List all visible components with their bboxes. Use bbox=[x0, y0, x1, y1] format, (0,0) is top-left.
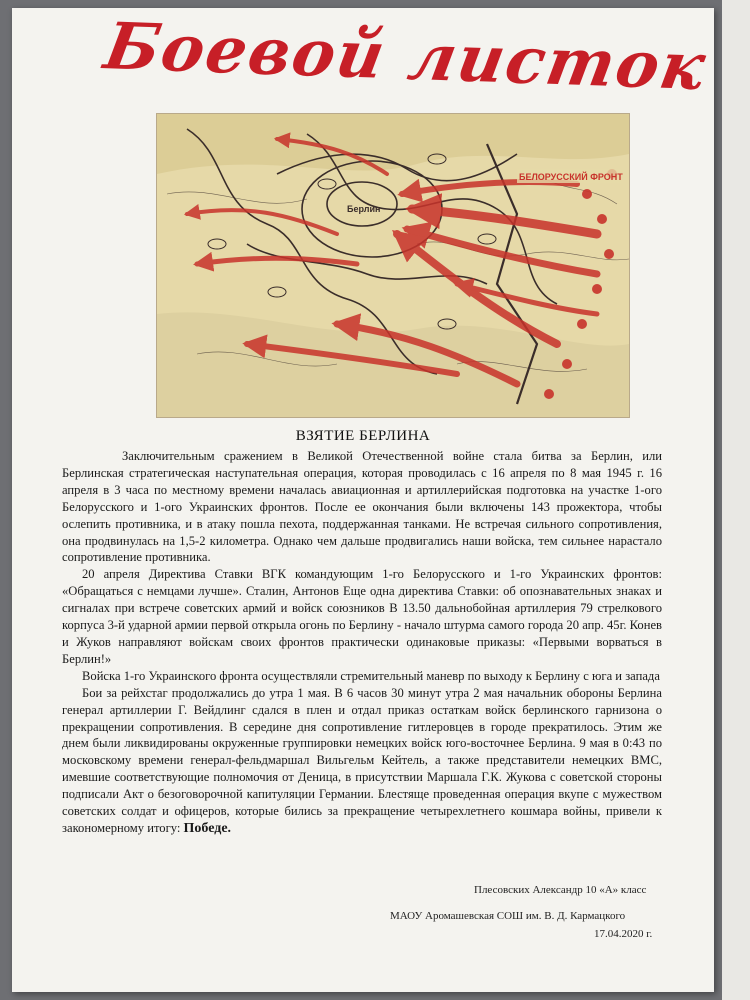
article-paragraph-4-text: Бои за рейхстаг продолжались до утра 1 мая. В 6 часов 30 минут утра 2 мая начальник обороны Берлина генерал артиллерии Г. Вейдлинг сдался в плен и отдал приказ остаткам войск берлинского гарнизона о прекращении сопротивления. В середине дня сопротивление гитлеровцев в городе прекратилось. Этим же днем были ликвидированы окруженные группировки немецких войск юго-восточнее Берлина. 9 мая в 0:43 по московскому времени генерал-фельдмаршал Вильгельм Кейтель, а также представители немецких ВМС, имевшие соответствующие полномочия от Деница, в присутствии Маршала Г.К. Жукова с советской стороны подписали Акт о безоговорочной капитуляции Германии. Блестяще проведенная операция вкупе с мужеством советских солдат и офицеров, которые бились за прекращение четырехлетнего кошмара войны, привели к закономерному итогу: bbox=[62, 685, 662, 835]
victory-word: Победе. bbox=[183, 820, 232, 836]
article-title: ВЗЯТИЕ БЕРЛИНА bbox=[295, 428, 431, 444]
battle-map-drawing bbox=[157, 114, 629, 417]
map-label-berlin: Берлин bbox=[347, 204, 381, 214]
signature-author: Плесовских Александр 10 «А» класс bbox=[474, 884, 647, 896]
adjacent-page-strip bbox=[722, 0, 750, 1000]
article-paragraph-3: Войска 1-го Украинского фронта осуществляли стремительный маневр по выходу к Берлину с юга и запада bbox=[82, 668, 660, 683]
signature-school: МАОУ Аромашевская СОШ им. В. Д. Кармацкого bbox=[390, 910, 626, 922]
article-paragraph-2: 20 апреля Директива Ставки ВГК командующим 1-го Белорусского и 1-го Украинских фронтов: «Обращаться с немцами лучше». Сталин, Антонов Еще одна директива Ставки: об опознавательных знаках и сигналах при встрече советских армий и войск союзников В 13.50 дальнобойная артиллерия 79 стрелкового корпуса 3-й ударной армии первой открыла огонь по Берлину - начало штурма самого города 20 апр. 45г. Конев и Жуков направляют войскам своих фронтов практически одинаковые приказы: «Первыми ворваться в Берлин!» bbox=[62, 567, 662, 666]
map-label-front: БЕЛОРУССКИЙ ФРОНТ bbox=[519, 172, 623, 182]
article-paragraph-4 bbox=[62, 685, 662, 838]
newsletter-page bbox=[12, 8, 714, 992]
signature-date: 17.04.2020 г. bbox=[594, 928, 653, 940]
masthead-title: Боевой листок bbox=[99, 9, 713, 106]
article-paragraph-1: Заключительным сражением в Великой Отечественной войне стала битва за Берлин, или Берлинская стратегическая наступательная операция, которая проводилась с 16 апреля по 8 мая 1945 г. 16 апреля в 3 часа по местному времени началась авиационная и артиллерийская подготовка на участке 1-ого Белорусского и 1-ого Украинских фронтов. После ее окончания были включены 143 прожектора, чтобы ослепить противника, и в атаку пошла пехота, поддержанная танками. Не встречая сильного сопротивления, она продвинулась на 1,5-2 километра. Однако чем дальше продвигались наши войска, тем сильнее нарастало сопротивление противника. bbox=[62, 449, 662, 565]
article-body bbox=[62, 448, 662, 838]
battle-map bbox=[156, 113, 630, 418]
